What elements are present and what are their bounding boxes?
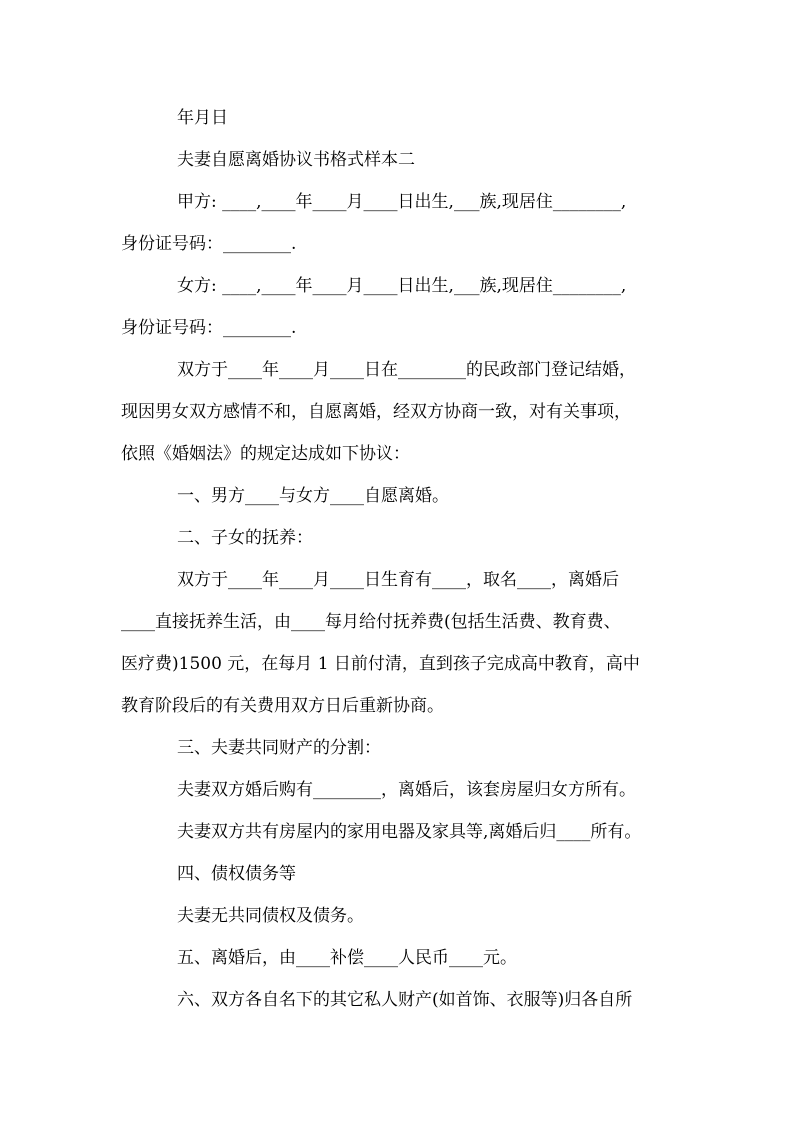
clause-6: 六、双方各自名下的其它私人财产(如首饰、衣服等)归各自所 — [177, 990, 633, 1010]
paragraph-line: 现因男女双方感情不和，自愿离婚，经双方协商一致，对有关事项， — [121, 402, 631, 422]
paragraph-line: 夫妻双方婚后购有________，离婚后，该套房屋归女方所有。 — [177, 780, 636, 800]
clause-2-heading: 二、子女的抚养： — [177, 528, 313, 548]
paragraph-line: 双方于____年____月____日在________的民政部门登记结婚， — [177, 360, 636, 380]
paragraph-line: 依照《婚姻法》的规定达成如下协议： — [121, 444, 410, 464]
paragraph-line: 夫妻无共同债权及债务。 — [177, 906, 364, 926]
clause-5: 五、离婚后，由____补偿____人民币____元。 — [177, 948, 517, 968]
paragraph-line: 医疗费)1500 元，在每月 1 日前付清，直到孩子完成高中教育，高中 — [121, 654, 640, 674]
paragraph-line: 教育阶段后的有关费用双方日后重新协商。 — [121, 696, 444, 716]
clause-1: 一、男方____与女方____自愿离婚。 — [177, 486, 449, 506]
party-a-line: 甲方: ____,____年____月____日出生,___族,现居住________, — [177, 192, 627, 212]
paragraph-line: 双方于____年____月____日生育有____，取名____，离婚后 — [177, 570, 619, 590]
paragraph-line: 夫妻双方共有房屋内的家用电器及家具等,离婚后归____所有。 — [177, 822, 642, 842]
sample-title: 夫妻自愿离婚协议书格式样本二 — [177, 150, 415, 170]
paragraph-line: ____直接抚养生活，由____每月给付抚养费(包括生活费、教育费、 — [121, 612, 621, 632]
clause-3-heading: 三、夫妻共同财产的分割： — [177, 738, 381, 758]
party-b-line: 女方: ____,____年____月____日出生,___族,现居住________, — [177, 276, 627, 296]
party-a-id-line: 身份证号码：________. — [121, 234, 297, 254]
clause-4-heading: 四、债权债务等 — [177, 864, 296, 884]
party-b-id-line: 身份证号码：________. — [121, 318, 297, 338]
date-line: 年月日 — [177, 108, 228, 128]
